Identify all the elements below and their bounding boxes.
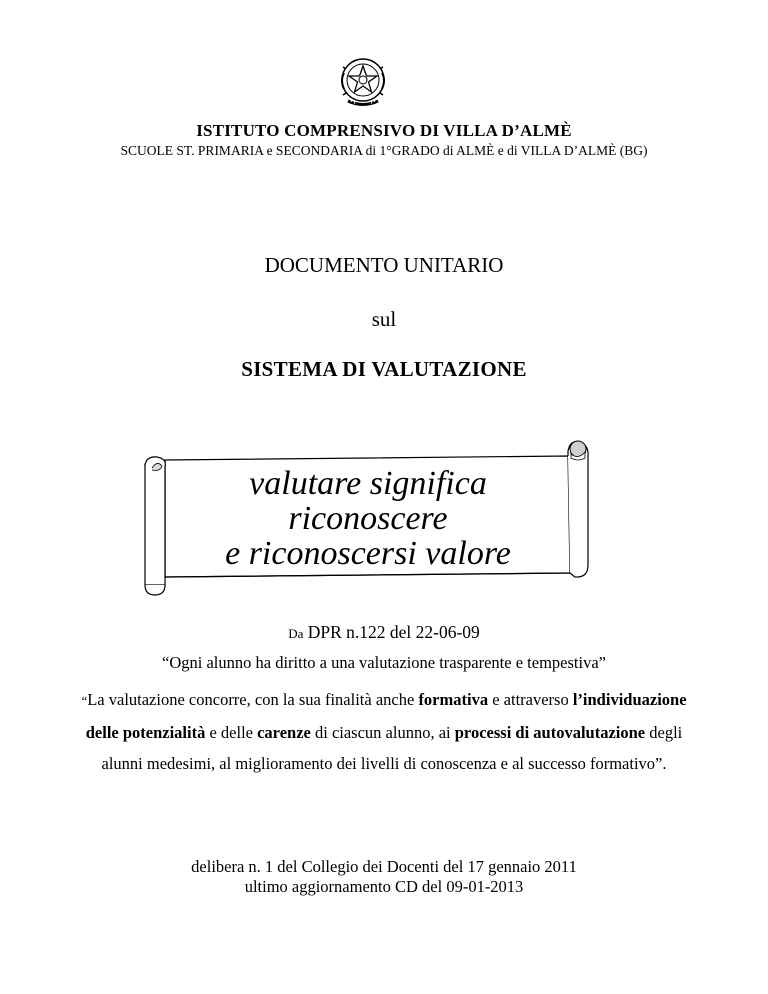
quote-text: e delle — [205, 722, 258, 742]
source-prefix: Da — [288, 626, 304, 641]
delibera-line: delibera n. 1 del Collegio dei Docenti del 17 gennaio 2011 — [191, 857, 577, 876]
document-title-connector: sul — [371, 307, 397, 331]
quote-text: La valutazione concorre, con la sua finalità anche — [87, 690, 419, 709]
quote-open-mark: “ — [81, 693, 88, 708]
source-decree: DPR n.122 del 22-06-09 — [307, 622, 480, 642]
quote-evaluation — [80, 684, 688, 780]
quote-bold: l’individuazione delle potenzialità — [85, 690, 687, 742]
scroll-motto-line-2: riconoscere — [288, 500, 448, 537]
scroll-motto-line-3: e riconoscersi valore — [225, 535, 511, 572]
quote-text: e attraverso — [488, 690, 573, 709]
quote-text: di ciascun alunno, ai — [310, 722, 455, 742]
quote-bold: formativa — [418, 690, 489, 709]
approval-note — [0, 857, 768, 897]
scroll-motto-line-1: valutare significa — [249, 465, 487, 502]
italian-republic-emblem-icon — [336, 55, 390, 109]
quote-bold: processi di autovalutazione — [454, 722, 646, 742]
institute-subtitle: SCUOLE ST. PRIMARIA e SECONDARIA di 1°GRADO di ALMÈ e di VILLA D’ALMÈ (BG) — [120, 143, 648, 158]
quote-bold: carenze — [257, 722, 311, 742]
document-subject: SISTEMA DI VALUTAZIONE — [241, 357, 527, 381]
update-line: ultimo aggiornamento CD del 09-01-2013 — [244, 877, 524, 896]
quote-transparency: “Ogni alunno ha diritto a una valutazione trasparente e tempestiva” — [162, 653, 606, 672]
source-reference — [0, 622, 768, 643]
quote-text: degli alunni medesimi, al miglioramento dei livelli di conoscenza e al successo formativo”. — [101, 722, 683, 773]
institute-name: ISTITUTO COMPRENSIVO DI VILLA D’ALMÈ — [196, 121, 572, 140]
document-title: DOCUMENTO UNITARIO — [264, 253, 504, 277]
